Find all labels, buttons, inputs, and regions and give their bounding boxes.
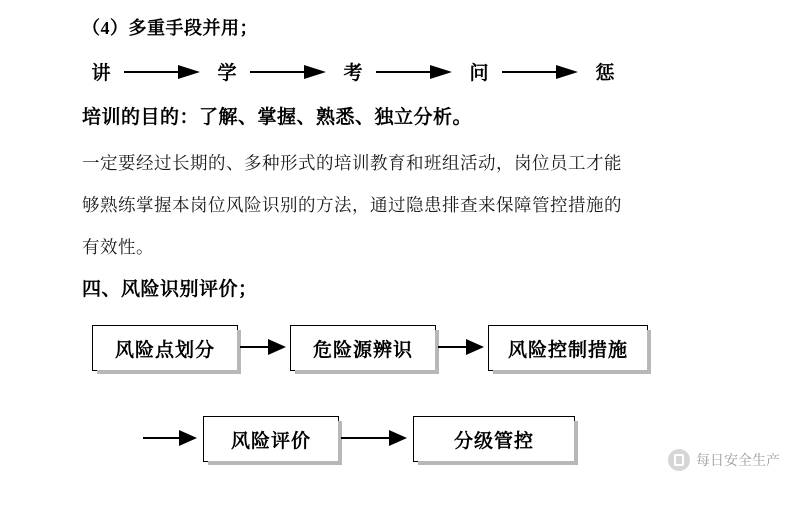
paragraph-body-line-3: 有效性。 — [82, 237, 154, 257]
step-2: 学 — [217, 63, 237, 84]
arrow-right-icon-1 — [124, 65, 204, 79]
flow-arrow-4 — [341, 430, 409, 446]
flow-box-label: 风险评价 — [230, 430, 311, 452]
paragraph-body-line-1: 一定要经过长期的、多种形式的培训教育和班组活动，岗位员工才能 — [82, 153, 622, 173]
heading-section-four: 四、风险识别评价； — [82, 279, 258, 300]
paragraph-item4: （4）多重手段并用； — [82, 18, 258, 38]
arrow-right-icon-2 — [250, 65, 330, 79]
flow-box-risk-evaluation — [203, 416, 339, 462]
flow-arrow-3 — [143, 430, 199, 446]
flow-box-label: 危险源辨识 — [312, 339, 413, 361]
watermark — [668, 449, 780, 471]
flow-box-label: 风险控制措施 — [507, 339, 628, 361]
training-step-sequence — [84, 58, 622, 85]
arrow-right-icon-4 — [502, 65, 582, 79]
flow-box-risk-control-measures — [488, 325, 648, 371]
flow-box-hazard-identification — [290, 325, 436, 371]
flow-box-risk-point-division — [92, 325, 238, 371]
step-1: 讲 — [91, 63, 111, 84]
flow-arrow-2 — [438, 339, 486, 355]
arrow-right-icon-3 — [376, 65, 456, 79]
watermark-label: 每日安全生产 — [696, 452, 780, 468]
step-3: 考 — [343, 63, 363, 84]
step-5: 惩 — [595, 63, 615, 84]
book-logo-icon — [668, 449, 690, 471]
flow-box-label: 风险点划分 — [114, 339, 215, 361]
flow-box-graded-control — [413, 416, 575, 462]
flow-arrow-1 — [240, 339, 288, 355]
paragraph-body-line-2: 够熟练掌握本岗位风险识别的方法，通过隐患排查来保障管控措施的 — [82, 195, 622, 215]
paragraph-training-purpose: 培训的目的：了解、掌握、熟悉、独立分析。 — [82, 107, 473, 128]
flow-box-label: 分级管控 — [453, 430, 534, 452]
step-4: 问 — [469, 63, 489, 84]
